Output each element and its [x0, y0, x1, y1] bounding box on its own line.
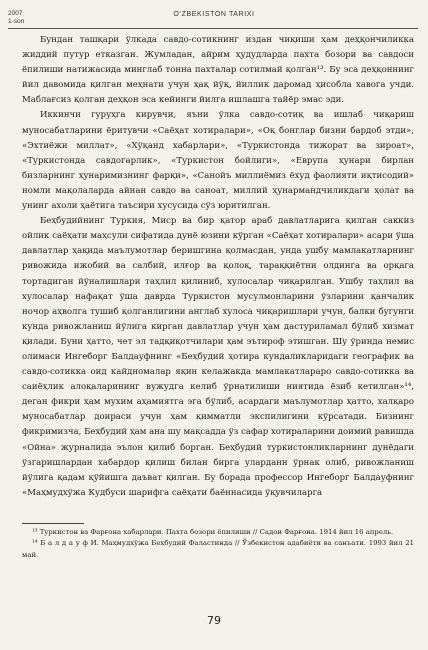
footnote-separator	[22, 523, 84, 524]
footnote-14: ¹⁴ Б а л д а у ф И. Маҳмудхўжа Беҳбудий Фаластинда // Ўзбекистон адабиёти ва санъати. 1993 йил 21 май.	[22, 539, 414, 559]
running-head-year: 2007	[8, 10, 23, 17]
footnotes	[22, 527, 414, 561]
running-head-issue-number: 1-son	[8, 18, 25, 25]
page-number: 79	[207, 614, 221, 627]
footnote-13: ¹³ Туркистон ва Фарғона хабарлари. Пахта бозори ёпилиши // Садои Фарғона. 1914 йил 16 апрель.	[32, 528, 394, 536]
paragraph-2: Иккинчи гуруҳга кирувчи, яъни ўлка савдо-сотиқ ва ишлаб чиқариш муносабатларини ёритувчи «Саёҳат хотиралари», «Оқ бонглар бизни бардоб этди», «Эхтиёжи миллат», «Хўқанд хабарлари», «Туркистонда тижорат ва зироат», «Туркистонда савдогарлик», «Туркистон бойлиги», «Еврупа ҳунари бирлан бизларнинг ҳунаримизнинг фарқи», «Санойъ миллиёмиз ёхуд фаолияти иқтисодий» номли мақолаларда айнан савдо ва саноат, миллий ҳунармандчиликдаги ҳолат ва унинг ахоли ҳаётига таъсири хусусида сўз юритилган.	[22, 110, 414, 212]
running-head-title: O‘ZBEKISTON TARIXI	[173, 11, 255, 18]
article-body	[22, 33, 414, 501]
header-rule	[8, 28, 418, 29]
paragraph-1: Бундан ташқари ўлкада савдо-сотикнинг издан чиқиши ҳам деҳқончиликка жиддий путур етказган. Жумладан, айрим ҳудудларда пахта бозори ва савдоси ёпилиши натижасида минглаб тонна пахталар сотилмай қолган¹³. Бу эса деҳқоннинг йил давомида қилган меҳнати учун ҳақ йўқ, йиллик даромад ҳисобла хавога учди. Маблағсиз қолган деҳқон эса кейинги йилга ишлашга тайёр эмас эди.	[22, 35, 414, 106]
paragraph-3: Беҳбудийнинг Туркия, Миср ва бир қатор араб давлатларига қилган саккиз ойлик саёҳати маҳсули сифатида дунё юзини кўрган «Саёҳат хотиралари» асари ўша давлатлар ҳақида маълумотлар беришгина қолмасдан, унда ушбу мамлакатларнинг ривожида ижобий ва салбий, илғор ва қолоқ, тараққиётни олдинга ва орқага тортадиган йўналишлари таҳлил қилиниб, хулосалар чиқарилган. Ушбу таҳлил ва хулосалар нафақат ўша даврда Туркистон мусулмонларини ўзларини қанчалик ночор аҳволга тушиб қолганлигини англаб хулоса чиқаришлари учун, балки бугунги кунда ривожланиш йўлига кирган давлатлар учун ҳам дастуриламал бўлиб хизмат қилади. Буни ҳатто, чет эл тадқиқотчилари ҳам эътироф этишган. Шу ўринда немис олимаси Ингеборг Балдауфнинг «Беҳбудий ҳотира кундаликларидаги географик ва савдо-сотикка оид кайдномалар яқин келажакда мамлакатларaро савдо-сотикка ва саиёҳлик алоқаларининг вужудга келиб ўрнатилиши ниятида ёзиб кетилган»¹⁴, деган фикри ҳам мухим аҳамиятга эга бўлиб, асардаги маълумотлар ҳатто, халқаро муносабатлар доираси учун ҳам қимматли экспилигини кўрсатади. Бизнинг фикримизча, Беҳбудий ҳам ана шу мақсадда ўз сафар хотираларини доимий равишда «Ойна» журналида эълон қилиб борган. Беҳбудий туркистонликларнинг дунёдаги ўзгаришлардан хабардор қилиш билан бирга уларданн ўрнак олиб, ривожланиш йўлига қадам қўйишга даъват қилган. Бу борада профессор Ингеборг Балдауфнинг «Маҳмудхўжа Кудбуси шарифга саёҳати баённасида ўқувчиларга	[22, 216, 414, 498]
